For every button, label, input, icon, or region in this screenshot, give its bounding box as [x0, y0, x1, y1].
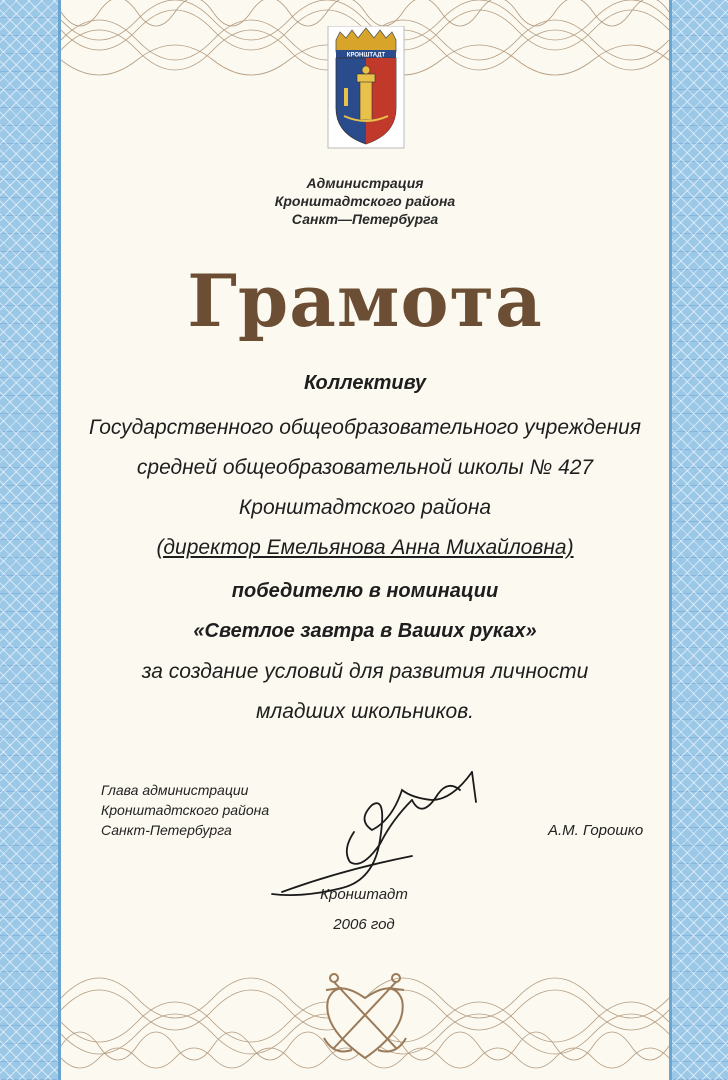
left-border-pattern [0, 0, 58, 1080]
body-line-7: за создание условий для развития личности [141, 660, 589, 683]
svg-text:КРОНШТАДТ: КРОНШТАДТ [346, 52, 386, 59]
issuer-line-3: Санкт—Петербурга [291, 211, 439, 227]
certificate-title: Грамота [187, 258, 543, 343]
issuer-line-1: Администрация [306, 175, 424, 191]
signer-name: А.М. Горошко [548, 822, 644, 839]
signer-title-line-2: Кронштадтского района [101, 802, 270, 818]
director-line: (директор Емельянова Анна Михайловна) [156, 536, 574, 559]
addressee-line: Коллективу [303, 372, 427, 394]
crossed-anchors-heart-emblem [312, 968, 418, 1064]
body-line-3: Кронштадтского района [238, 496, 492, 519]
right-border-rule [669, 0, 672, 1080]
body-line-5: победителю в номинации [231, 580, 499, 602]
kronshtadt-coat-of-arms [326, 26, 406, 150]
issue-place: Кронштадт [320, 886, 408, 903]
signer-title-line-3: Санкт-Петербурга [101, 822, 232, 838]
body-line-2: средней общеобразовательной школы № 427 [136, 456, 594, 479]
signer-title-line-1: Глава администрации [101, 782, 249, 798]
body-line-1: Государственного общеобразовательного учреждения [89, 416, 641, 439]
issuer-line-2: Кронштадтского района [274, 193, 456, 209]
issuer-header [61, 174, 669, 228]
nomination-name: «Светлое завтра в Ваших руках» [193, 620, 537, 642]
right-border-pattern [672, 0, 728, 1080]
signer-title [101, 780, 269, 840]
issue-year: 2006 год [333, 916, 395, 933]
body-line-8: младших школьников. [255, 700, 475, 723]
